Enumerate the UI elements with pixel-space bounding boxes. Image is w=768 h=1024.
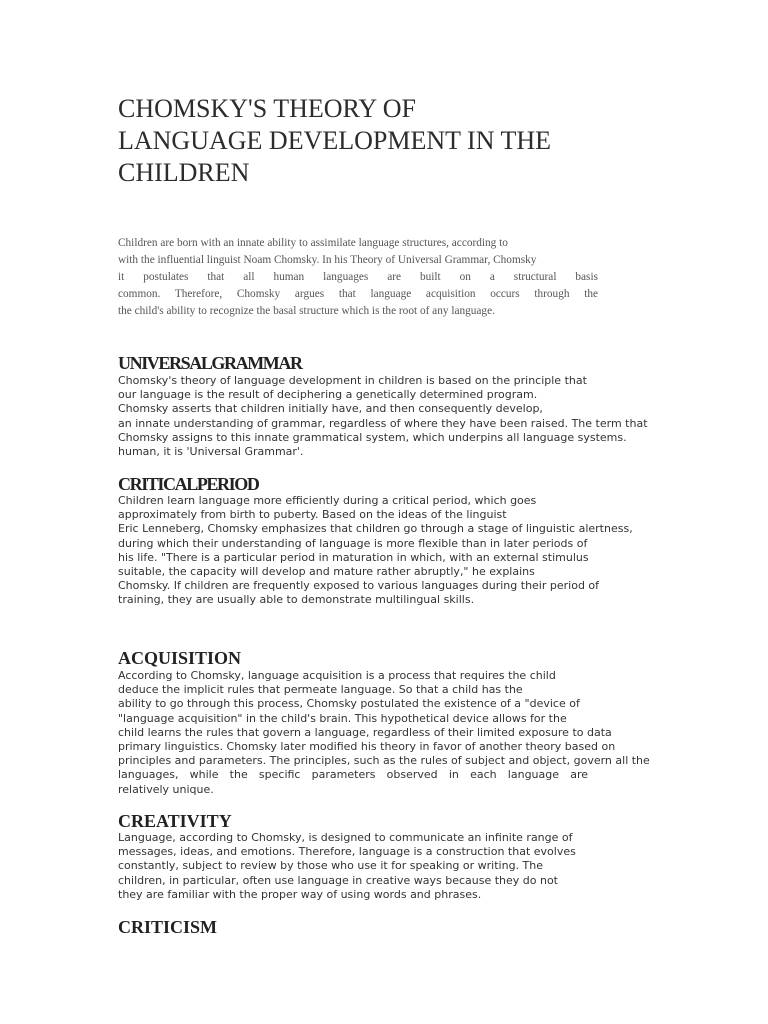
section-heading-criticism: CRITICISM [118, 917, 218, 937]
section-heading-acquisition: ACQUISITION [118, 648, 242, 668]
body-line: Chomsky's theory of language development in children is based on the principle that [118, 374, 587, 387]
title-line: LANGUAGE DEVELOPMENT IN THE [118, 126, 552, 155]
document-title [118, 93, 678, 189]
body-line: children, in particular, often use language in creative ways because they do not [118, 873, 558, 887]
body-line: an innate understanding of grammar, regardless of where they have been raised. The term that [118, 416, 648, 430]
intro-line: Children are born with an innate ability to assimilate language structures, according to [118, 237, 508, 249]
body-line: Eric Lenneberg, Chomsky emphasizes that children go through a stage of linguistic alertness, [118, 522, 633, 536]
title-line: CHILDREN [118, 158, 250, 187]
body-line: deduce the implicit rules that permeate language. So that a child has the [118, 683, 523, 697]
section-body-creativity [118, 831, 666, 902]
body-line: training, they are usually able to demonstrate multilingual skills. [118, 593, 475, 607]
body-line: suitable, the capacity will develop and mature rather abruptly," he explains [118, 565, 535, 579]
intro-line: with the influential linguist Noam Chomsky. In his Theory of Universal Grammar, Chomsky [118, 254, 537, 266]
body-line: Chomsky asserts that children initially have, and then consequently develop, [118, 402, 543, 416]
body-line: they are familiar with the proper way of using words and phrases. [118, 887, 482, 901]
body-line: According to Chomsky, language acquisition is a process that requires the child [118, 669, 556, 682]
intro-line: it postulates that all human languages are built on a structural basis [118, 271, 598, 283]
title-line: CHOMSKY'S THEORY OF [118, 94, 416, 123]
section-heading-critical-period: CRITICALPERIOD [118, 474, 259, 494]
section-heading-creativity: CREATIVITY [118, 811, 232, 831]
body-line: messages, ideas, and emotions. Therefore, language is a construction that evolves [118, 845, 576, 859]
intro-line: the child's ability to recognize the basal structure which is the root of any language. [118, 305, 495, 317]
body-line: constantly, subject to review by those who use it for speaking or writing. The [118, 859, 544, 873]
body-line: Children learn language more efficiently during a critical period, which goes [118, 494, 537, 507]
body-line: human, it is 'Universal Grammar'. [118, 445, 304, 459]
body-line: his life. "There is a particular period in maturation in which, with an external stimulus [118, 550, 589, 564]
body-line: languages, while the specific parameters observed in each language are [118, 768, 588, 782]
body-line: child learns the rules that govern a language, regardless of their limited exposure to data [118, 725, 612, 739]
section-heading-universal-grammar: UNIVERSALGRAMMAR [118, 353, 302, 373]
section-body-acquisition [118, 669, 666, 797]
body-line: ability to go through this process, Chomsky postulated the existence of a "device of [118, 697, 580, 711]
body-line: "language acquisition" in the child's brain. This hypothetical device allows for the [118, 711, 567, 725]
body-line: during which their understanding of language is more flexible than in later periods of [118, 536, 588, 550]
intro-line: common. Therefore, Chomsky argues that language acquisition occurs through the [118, 288, 598, 300]
body-line: Language, according to Chomsky, is designed to communicate an infinite range of [118, 831, 573, 844]
body-line: approximately from birth to puberty. Based on the ideas of the linguist [118, 508, 507, 522]
body-line: Chomsky assigns to this innate grammatical system, which underpins all language systems. [118, 430, 627, 444]
body-line: relatively unique. [118, 782, 214, 796]
body-line: our language is the result of deciphering a genetically determined program. [118, 388, 538, 402]
section-body-universal-grammar [118, 374, 666, 459]
section-body-critical-period [118, 494, 666, 608]
intro-paragraph [118, 235, 598, 320]
body-line: primary linguistics. Chomsky later modified his theory in favor of another theory based on [118, 740, 616, 754]
body-line: Chomsky. If children are frequently exposed to various languages during their period of [118, 579, 600, 593]
body-line: principles and parameters. The principles, such as the rules of subject and object, govern all the [118, 754, 650, 768]
